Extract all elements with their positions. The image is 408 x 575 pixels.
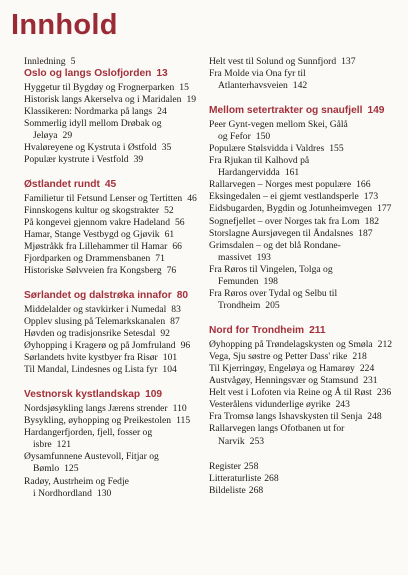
toc-entry-page: 115 — [176, 415, 191, 427]
toc-entry[interactable] — [209, 56, 399, 68]
toc-right-column — [209, 56, 399, 497]
section-heading-page: 149 — [367, 105, 385, 117]
toc-entry-title: Populære Stølsvidda i Valdres — [209, 142, 325, 154]
toc-entry-page: 166 — [356, 179, 371, 191]
toc-entry-page: 187 — [358, 227, 373, 239]
toc-entry[interactable] — [209, 399, 399, 411]
toc-entry-title: Populær kystrute i Vestfold — [24, 154, 129, 166]
page-title: Innhold — [11, 9, 118, 41]
toc-entry[interactable] — [209, 203, 399, 215]
toc-entry-title: Opplev slusing på Telemarkskanalen — [24, 316, 166, 327]
toc-entry[interactable] — [24, 328, 202, 340]
toc-entry-page: 46 — [187, 192, 197, 204]
toc-entry-title: Nordsjøsykling langs Jærens strender — [24, 402, 168, 414]
section-heading[interactable] — [209, 325, 399, 338]
toc-entry[interactable] — [24, 229, 202, 241]
toc-entry-title: Litteraturliste — [209, 472, 262, 484]
toc-section — [24, 179, 202, 277]
toc-entry[interactable] — [209, 191, 399, 203]
toc-entry[interactable] — [24, 304, 202, 316]
toc-entry-title: Sørlandets hvite kystbyer fra Risør — [24, 352, 158, 364]
toc-section — [24, 389, 202, 499]
toc-entry-page: 231 — [363, 375, 378, 387]
toc-entry[interactable] — [24, 415, 202, 427]
toc-entry-page: 76 — [166, 265, 177, 277]
section-heading[interactable] — [24, 389, 202, 402]
toc-entry-page: 268 — [264, 472, 279, 484]
toc-section — [209, 325, 399, 447]
toc-entry[interactable] — [209, 411, 399, 423]
toc-entry-page: 130 — [96, 487, 112, 499]
toc-entry-title: Sognefjellet – over Norges tak fra Lom — [209, 215, 360, 227]
toc-entry-title: Sommerlig idyll mellom Drøbak og Jeløya — [24, 117, 162, 141]
section-heading[interactable] — [24, 179, 202, 192]
toc-entry-page: 61 — [164, 229, 175, 241]
toc-entry[interactable] — [209, 179, 399, 191]
toc-entry-title: Helt vest i Lofoten via Reine og Å til Røst — [209, 387, 372, 399]
toc-entry-title: Rallarvegen – Norges mest populære — [209, 179, 352, 191]
toc-entry-title: Til Mandal, Lindesnes og Lista fyr — [24, 364, 158, 376]
toc-entry-page: 5 — [70, 56, 76, 67]
toc-entry[interactable] — [24, 94, 202, 106]
toc-entry-title: Vesterålens vidunderlige øyrike — [209, 399, 331, 411]
toc-entry-page: 101 — [162, 352, 178, 364]
toc-entry-page: 198 — [263, 276, 278, 287]
toc-entry-page: 121 — [56, 439, 72, 451]
toc-entry[interactable] — [24, 142, 202, 154]
toc-entry-page: 258 — [243, 460, 259, 472]
toc-entry-page: 137 — [341, 56, 356, 67]
toc-entry-title: Register — [209, 460, 241, 472]
toc-entry-title: Peer Gynt-vegen mellom Skei, Gålå og Fefor — [209, 118, 348, 142]
toc-entry[interactable] — [24, 154, 202, 166]
toc-entry[interactable] — [24, 253, 202, 265]
toc-entry-page: 92 — [160, 328, 170, 340]
section-heading-page: 211 — [309, 325, 326, 337]
toc-entry-title: Bysykling, øyhopping og Preikestolen — [24, 415, 172, 427]
toc-entry-page: 83 — [171, 303, 181, 315]
toc-entry-title: Grimsdalen – og det blå Rondane- massivet — [209, 239, 341, 263]
toc-entry[interactable] — [209, 216, 399, 228]
toc-entry-title: Hamar, Stange Vestbygd og Gjøvik — [24, 229, 160, 241]
toc-entry-page: 212 — [377, 338, 393, 350]
toc-entry-title: Middelalder og stavkirker i Numedal — [24, 303, 167, 315]
toc-entry-title: Hvaløreyene og Kystruta i Østfold — [24, 142, 157, 154]
toc-entry-title: Øyhopping i Kragerø og på Jomfruland — [24, 340, 176, 352]
toc-entry-page: 193 — [256, 251, 271, 263]
toc-entry[interactable] — [24, 265, 202, 277]
toc-entry-title: Historiske Sølvveien fra Kongsberg — [24, 265, 162, 277]
toc-entry[interactable] — [209, 461, 399, 473]
toc-entry-page: 71 — [155, 253, 165, 265]
toc-section — [24, 68, 202, 166]
toc-entry-title: Fra Røros over Tydal og Selbu til Trondheim — [209, 288, 338, 312]
section-heading[interactable] — [209, 105, 399, 118]
toc-entry[interactable] — [209, 288, 399, 312]
toc-entry-title: Øysamfunnene Austevoll, Fitjar og Bømlo — [24, 451, 159, 475]
toc-entry[interactable] — [209, 375, 399, 387]
toc-entry-page: 35 — [161, 142, 172, 154]
toc-entry[interactable] — [24, 451, 202, 475]
toc-entry-title: Fjordparken og Drammensbanen — [24, 253, 151, 265]
toc-entry[interactable] — [24, 82, 202, 94]
toc-entry-page: 268 — [248, 484, 264, 496]
toc-entry[interactable] — [209, 264, 399, 288]
toc-entry-page: 66 — [172, 241, 182, 253]
toc-entry-title: Hardangerfjorden, fjell, fosser og isbre — [24, 427, 153, 451]
toc-entry[interactable] — [209, 240, 399, 264]
toc-entry-page: 24 — [157, 105, 167, 117]
toc-entry-title: Eksingedalen – ei gjemt vestlandsperle — [209, 191, 359, 203]
toc-entry-title: Helt vest til Solund og Sunnfjord — [209, 56, 337, 67]
toc-entry[interactable] — [24, 427, 202, 451]
toc-entry-title: Fra Rjukan til Kalhovd på Hardangervidda — [209, 155, 310, 179]
toc-entry-page: 15 — [179, 81, 189, 93]
toc-entry[interactable] — [209, 485, 399, 497]
toc-entry-page: 110 — [172, 402, 187, 414]
toc-entry[interactable] — [24, 118, 202, 142]
toc-entry-page: 205 — [265, 300, 280, 312]
toc-entry-title: Radøy, Austrheim og Fedje i Nordhordland — [24, 475, 129, 499]
toc-entry[interactable] — [209, 339, 399, 351]
toc-entry-page: 125 — [64, 463, 79, 475]
toc-entry-title: Finnskogens kultur og skogstrakter — [24, 204, 160, 216]
toc-entry[interactable] — [209, 387, 399, 399]
section-heading-title: Mellom setertrakter og snaufjell — [209, 105, 363, 117]
toc-entry[interactable] — [24, 316, 202, 328]
toc-entry[interactable] — [209, 143, 399, 155]
toc-entry-page: 224 — [359, 362, 375, 374]
toc-entry-page: 253 — [249, 435, 265, 447]
toc-entry-page: 161 — [284, 167, 300, 179]
toc-entry-title: Vega, Sju søstre og Petter Dass' rike — [209, 350, 348, 362]
section-heading-title: Oslo og langs Oslofjorden — [24, 68, 152, 80]
toc-entry[interactable] — [209, 155, 399, 179]
section-heading-title: Sørlandet og dalstrøka innafor — [24, 290, 172, 302]
toc-entry-title: Austvågøy, Henningsvær og Stamsund — [209, 375, 359, 387]
section-heading-title: Østlandet rundt — [24, 179, 100, 191]
toc-entry-title: Eidsbugarden, Bygdin og Jotunheimvegen — [209, 203, 373, 215]
toc-entry[interactable] — [24, 193, 202, 205]
toc-entry-page: 155 — [329, 142, 344, 154]
toc-entry[interactable] — [24, 403, 202, 415]
toc-entry-page: 173 — [363, 191, 379, 203]
toc-entry-page: 29 — [62, 129, 73, 141]
toc-entry-title: Til Kjerringøy, Engeløya og Hamarøy — [209, 362, 355, 374]
toc-entry[interactable] — [209, 119, 399, 143]
toc-entry-page: 177 — [377, 203, 392, 215]
toc-entry-page: 142 — [292, 80, 308, 92]
toc-entry-page: 150 — [255, 130, 271, 142]
toc-entry-title: Fra Tromsø langs Ishavskysten til Senja — [209, 411, 363, 423]
toc-entry[interactable] — [24, 352, 202, 364]
toc-entry-title: Høvden og tradisjonsrike Setesdal — [24, 328, 156, 340]
toc-left-column — [24, 56, 202, 513]
toc-entry-page: 182 — [364, 215, 380, 227]
section-heading[interactable] — [24, 68, 202, 81]
toc-entry-intro[interactable] — [24, 56, 202, 68]
toc-section — [24, 290, 202, 376]
toc-entry-page: 236 — [376, 387, 392, 399]
toc-entry-title: Bildeliste — [209, 484, 246, 496]
section-heading-page: 13 — [156, 68, 168, 80]
toc-entry-page: 218 — [352, 350, 367, 362]
toc-entry[interactable] — [209, 228, 399, 240]
toc-entry-page: 96 — [180, 340, 191, 352]
toc-entry-title: Klassikeren: Nordmarka på langs — [24, 105, 153, 117]
toc-entry-title: Øyhopping på Trøndelagskysten og Smøla — [209, 338, 373, 350]
section-heading-page: 45 — [104, 179, 117, 191]
toc-entry[interactable] — [209, 68, 399, 92]
toc-entry[interactable] — [209, 363, 399, 375]
section-heading-page: 109 — [145, 389, 163, 401]
toc-entry-title: Mjøstråkk fra Lillehammer til Hamar — [24, 241, 168, 253]
toc-entry-page: 52 — [164, 204, 174, 216]
toc-entry-title: Innledning — [24, 56, 66, 67]
section-heading[interactable] — [24, 290, 202, 303]
toc-entry-title: Historisk langs Akerselva og i Maridalen — [24, 93, 182, 105]
toc-entry-title: Hyggetur til Bygdøy og Frognerparken — [24, 81, 175, 93]
toc-entry-title: Storslagne Aursjøvegen til Åndalsnes — [209, 227, 354, 239]
toc-entry[interactable] — [24, 241, 202, 253]
section-heading-page: 80 — [176, 290, 189, 302]
toc-entry-page: 248 — [367, 411, 382, 423]
toc-entry-page: 243 — [335, 399, 350, 411]
toc-entry-page: 39 — [133, 154, 144, 166]
toc-entry[interactable] — [209, 351, 399, 363]
toc-entry-page: 56 — [175, 216, 185, 228]
toc-entry-title: På kongevei gjennom vakre Hadeland — [24, 216, 170, 228]
toc-entry-page: 104 — [162, 364, 177, 376]
toc-entry[interactable] — [24, 205, 202, 217]
toc-entry-title: Familietur til Fetsund Lenser og Tertitten — [24, 192, 183, 204]
toc-entry[interactable] — [24, 364, 202, 376]
toc-section — [209, 105, 399, 312]
toc-entry-title: Fra Røros til Vingelen, Tolga og Femunden — [209, 263, 333, 287]
toc-entry-page: 87 — [170, 316, 180, 327]
toc-entry[interactable] — [24, 217, 202, 229]
toc-entry-title: Fra Molde via Ona fyr til Atlanterhavsveien — [209, 68, 306, 92]
toc-entry[interactable] — [24, 340, 202, 352]
toc-entry-page: 19 — [186, 93, 197, 105]
section-heading-title: Nord for Trondheim — [209, 325, 305, 337]
toc-entry[interactable] — [209, 473, 399, 485]
toc-entry-title: Rallarvegen langs Ofotbanen ut for Narvik — [209, 423, 345, 447]
toc-entry[interactable] — [24, 106, 202, 118]
toc-entry[interactable] — [24, 476, 202, 500]
toc-entry[interactable] — [209, 423, 399, 447]
section-heading-title: Vestnorsk kystlandskap — [24, 389, 141, 401]
